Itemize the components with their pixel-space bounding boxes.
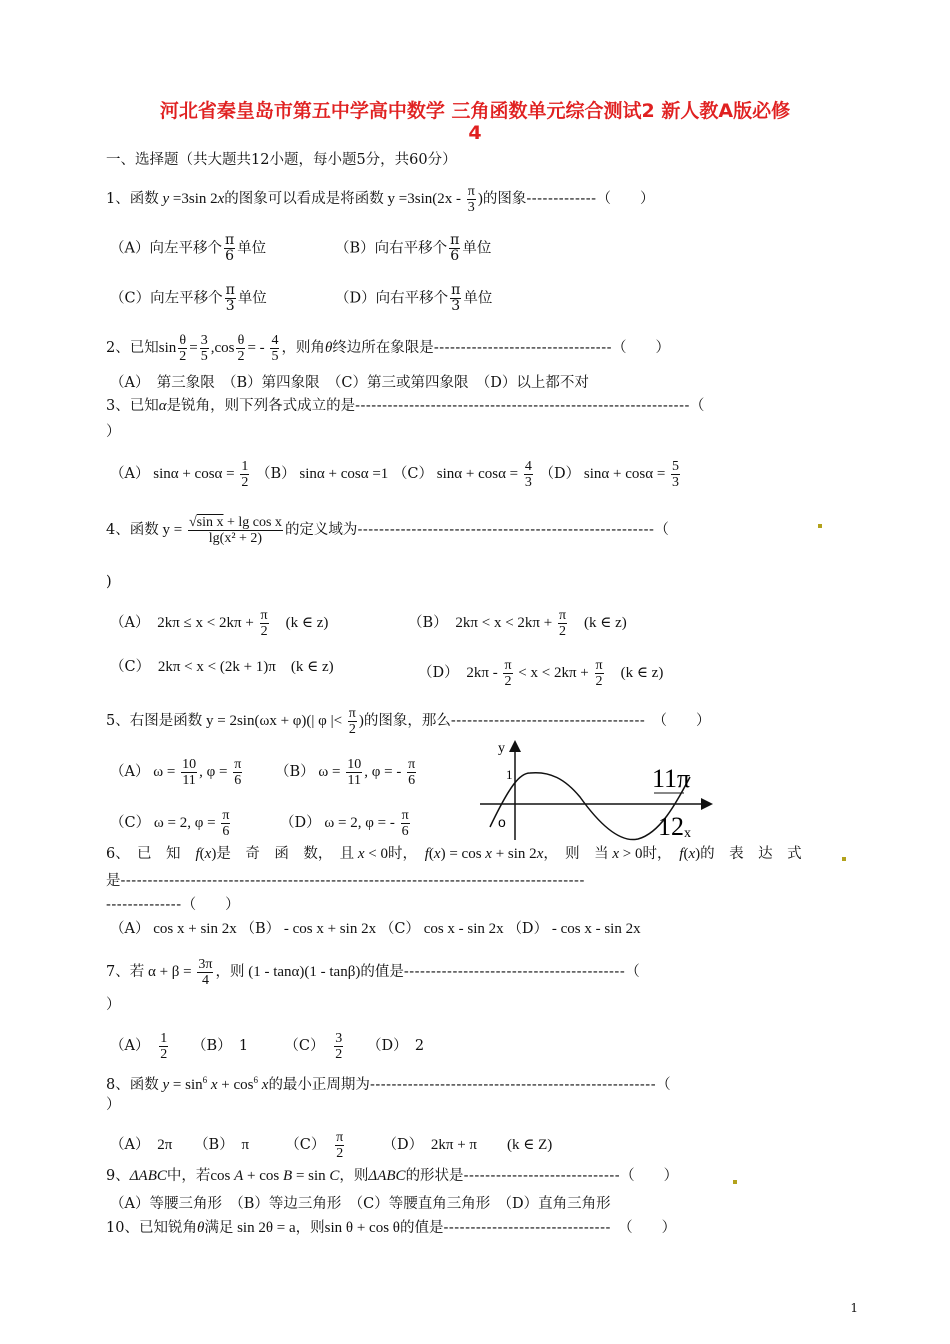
question-6: 6、 已 知 f(x)是 奇 函 数， 且 x < 0时， f(x) = cos x + sin 2x， 则 当 x > 0时， f(x)的 表 达 式 [106,846,802,862]
question-9: 9、ΔABC中，若cos A + cos B = sin C，则ΔABC的形状是-----------------------------（ ） [106,1168,679,1184]
q8-options: （A） 2π （B） π （C） $\frac{\pi}{2}$ （D） 2kπ + π (k ∈ Z) [110,1130,553,1161]
q1-option-b: （B）向右平移个 $\frac{\pi}{6}$ 单位 [335,232,492,264]
section-heading: 一、选择题（共大题共12小题，每小题5分，共60分） [106,152,457,168]
q6-line-3: --------------（ ） [106,897,240,913]
q5-option-c: （C） ω = 2, φ = $\frac{\pi}{6}$ [110,808,230,839]
q1-option-a: （A）向左平移个 $\frac{\pi}{6}$ 单位 [110,232,267,264]
question-5: 5、右图是函数 y = 2sin(ωx + φ)(| φ |< $\frac{\pi}{2}$ )的图象，那么------------------------------------ （ ） [106,706,711,737]
question-10: 10、已知锐角θ满足 sin 2θ = a，则sin θ + cos θ的值是------------------------------- （ ） [106,1220,677,1236]
q7-close: ） [106,997,121,1013]
q1-option-c: （C）向左平移个 $\frac{\pi}{3}$ 单位 [110,282,267,314]
question-4: 4、函数 y = $\frac{\text{√sin x + lg cos x}}{\text{lg(x² + 2)}}$ 的定义域为-------------------------------------------------------（ [106,515,670,546]
q4-option-b: （B） 2kπ < x < 2kπ + $\frac{\pi}{2}$ (k ∈ z) [408,608,627,639]
q4-option-d: （D） 2kπ - $\frac{\pi}{2}$ < x < 2kπ + $\frac{\pi}{2}$ (k ∈ z) [418,658,664,689]
one-tick-label: 1 [506,767,513,782]
title-line-2: 4 [468,122,482,144]
q4-option-a: （A） 2kπ ≤ x < 2kπ + $\frac{\pi}{2}$ (k ∈ z) [110,608,329,639]
question-3: 3、已知α是锐角，则下列各式成立的是--------------------------------------------------------------（ [106,398,705,414]
origin-label: o [498,814,506,830]
q2-options: （A） 第三象限 （B）第四象限 （C）第三或第四象限 （D）以上都不对 [110,375,589,391]
q8-close: ） [106,1097,121,1113]
q4-close: ) [106,574,112,590]
question-1: 1、函数 y =3sin 2x的图象可以看成是将函数 y =3sin(2x - $\frac{\pi}{3}$ )的图象-------------（ ） [106,184,655,215]
q1-option-d: （D）向右平移个 $\frac{\pi}{3}$ 单位 [335,282,493,314]
q9-options: （A）等腰三角形 （B）等边三角形 （C）等腰直角三角形 （D）直角三角形 [110,1196,611,1212]
q5-option-a: （A） ω = $\frac{10}{11}$ , φ = $\frac{\pi}{6}$ [110,757,242,788]
q5-option-d: （D） ω = 2, φ = - $\frac{\pi}{6}$ [280,808,409,839]
question-8: 8、函数 $y = \sin^6 x + \cos^6 x$的最小正周期为-----------------------------------------------------（ [106,1075,671,1093]
question-7: 7、若 α + β = $\frac{3\pi}{4}$ ，则 (1 - tanα)(1 - tanβ)的值是-----------------------------------------（ [106,957,640,988]
q5-sine-graph [470,735,720,845]
title-line-1: 河北省秦皇岛市第五中学高中数学 三角函数单元综合测试2 新人教A版必修 [159,100,791,122]
q6-options: （A） cos x + sin 2x （B） - cos x + sin 2x （C） cos x - sin 2x （D） - cos x - sin 2x [110,921,641,937]
page-number: 1 [850,1301,858,1315]
mark-denominator: 12 [658,812,684,841]
q7-options: （A） $\frac{1}{2}$ （B） 1 （C） $\frac{3}{2}$ （D） 2 [110,1031,425,1062]
q6-line-2: 是-------------------------------------------------------------------------------------- [106,873,585,889]
y-axis-label: y [498,741,505,756]
question-2: 2、已知sin $\frac{\theta}{2}$ = $\frac{3}{5}$ ,cos $\frac{\theta}{2}$ = - $\frac{4}{5}$ ，则角θ终边所在象限是---------------------------------（ ） [106,333,670,364]
q3-close: ） [106,424,121,440]
q5-option-b: （B） ω = $\frac{10}{11}$ , φ = - $\frac{\pi}{6}$ [275,757,416,788]
x-axis-label: x [684,826,691,841]
q3-options: （A） sinα + cosα = $\frac{1}{2}$ （B） sinα + cosα =1 （C） sinα + cosα = $\frac{4}{3}$ （D） sinα + cosα = $\frac{5}{3}$ [110,459,680,490]
q4-option-c: （C） 2kπ < x < (2k + 1)π (k ∈ z) [110,659,334,675]
mark-numerator: 11π [652,764,691,793]
